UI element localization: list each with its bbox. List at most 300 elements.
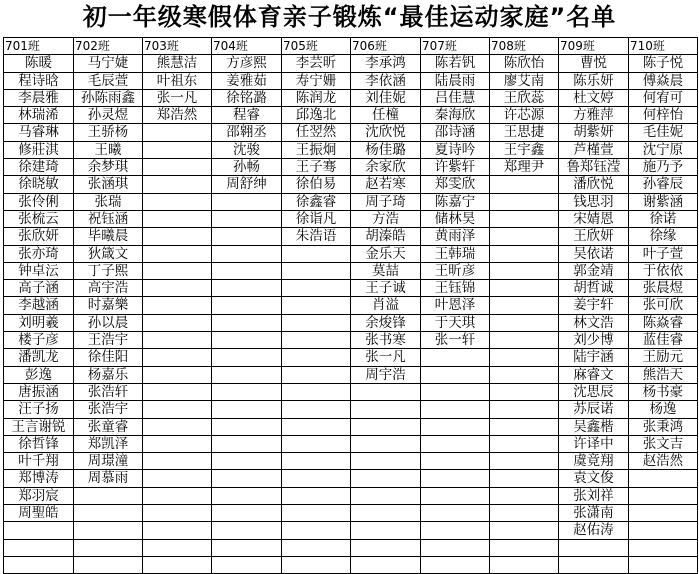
student-name-cell xyxy=(212,522,281,539)
student-name-cell xyxy=(351,453,420,470)
student-name-cell xyxy=(490,367,558,384)
student-name-cell xyxy=(212,349,281,366)
student-name-cell: 方彦熙 xyxy=(212,55,281,72)
student-name-cell: 熊慧洁 xyxy=(143,55,211,72)
student-name-cell: 赵佑涛 xyxy=(559,522,628,539)
student-name-cell: 许紫轩 xyxy=(421,159,489,176)
student-name-cell: 张刘祥 xyxy=(559,488,628,505)
class-header: 707班 xyxy=(421,38,489,55)
student-name-cell xyxy=(143,488,211,505)
student-name-cell xyxy=(143,401,211,418)
class-header: 704班 xyxy=(212,38,281,55)
class-header: 703班 xyxy=(143,38,211,55)
student-name-cell: 张欣妍 xyxy=(4,228,73,245)
student-name-cell xyxy=(212,246,281,263)
student-name-cell xyxy=(282,488,350,505)
student-name-cell: 王欣妍 xyxy=(559,228,628,245)
student-name-cell: 胡哲诚 xyxy=(559,280,628,297)
student-name-cell: 张秉鸿 xyxy=(629,419,697,436)
roster-table xyxy=(3,37,698,574)
student-name-cell: 陈润龙 xyxy=(282,90,350,107)
student-name-cell xyxy=(351,488,420,505)
student-name-cell xyxy=(629,470,697,487)
student-name-cell: 高宇浩 xyxy=(74,280,142,297)
student-name-cell: 楼子彦 xyxy=(4,332,73,349)
student-name-cell: 徐鑫睿 xyxy=(282,194,350,211)
student-name-cell xyxy=(143,124,211,141)
student-name-cell: 廖艾南 xyxy=(490,73,558,90)
student-name-cell: 陈暖 xyxy=(4,55,73,72)
student-name-cell: 陈乐妍 xyxy=(559,73,628,90)
student-name-cell: 钱思羽 xyxy=(559,194,628,211)
student-name-cell xyxy=(74,505,142,522)
student-name-cell xyxy=(421,436,489,453)
student-name-cell xyxy=(143,419,211,436)
student-name-cell: 张可欣 xyxy=(629,297,697,314)
student-name-cell xyxy=(212,419,281,436)
student-name-cell: 王骄杨 xyxy=(74,124,142,141)
student-name-cell xyxy=(629,557,697,574)
student-name-cell: 叶祖东 xyxy=(143,73,211,90)
student-name-cell: 何梓怡 xyxy=(629,107,697,124)
student-name-cell xyxy=(421,401,489,418)
student-name-cell: 任橦 xyxy=(351,107,420,124)
student-name-cell xyxy=(421,540,489,557)
student-name-cell xyxy=(282,315,350,332)
student-name-cell: 杨逸 xyxy=(629,401,697,418)
student-name-cell xyxy=(282,384,350,401)
student-name-cell: 王言谢锐 xyxy=(4,419,73,436)
student-name-cell xyxy=(74,522,142,539)
student-name-cell: 姜宇轩 xyxy=(559,297,628,314)
student-name-cell xyxy=(629,505,697,522)
student-name-cell xyxy=(212,488,281,505)
student-name-cell: 狄箴文 xyxy=(74,246,142,263)
student-name-cell xyxy=(143,194,211,211)
student-name-cell: 徐佳阳 xyxy=(74,349,142,366)
student-name-cell: 孙陈雨鑫 xyxy=(74,90,142,107)
student-name-cell xyxy=(212,367,281,384)
student-name-cell xyxy=(629,540,697,557)
student-name-cell xyxy=(351,401,420,418)
student-name-cell xyxy=(490,332,558,349)
student-name-cell xyxy=(282,297,350,314)
student-name-cell xyxy=(143,176,211,193)
student-name-cell: 王钰锦 xyxy=(421,280,489,297)
student-name-cell: 于天琪 xyxy=(421,315,489,332)
student-name-cell: 张童睿 xyxy=(74,419,142,436)
student-name-cell: 王励元 xyxy=(629,349,697,366)
student-name-cell xyxy=(282,349,350,366)
class-column xyxy=(629,38,698,574)
student-name-cell: 王浩宇 xyxy=(74,332,142,349)
student-name-cell: 虞竟翔 xyxy=(559,453,628,470)
student-name-cell: 鲁郑钰滢 xyxy=(559,159,628,176)
student-name-cell xyxy=(351,505,420,522)
class-header: 705班 xyxy=(282,38,350,55)
student-name-cell: 王振炯 xyxy=(282,142,350,159)
student-name-cell: 黄雨泽 xyxy=(421,228,489,245)
student-name-cell: 吴鑫楷 xyxy=(559,419,628,436)
student-name-cell xyxy=(421,384,489,401)
student-name-cell: 王欣蕊 xyxy=(490,90,558,107)
student-name-cell: 程睿 xyxy=(212,107,281,124)
student-name-cell xyxy=(282,540,350,557)
student-name-cell: 芦槿萱 xyxy=(559,142,628,159)
student-name-cell: 潘凯龙 xyxy=(4,349,73,366)
student-name-cell: 周慕雨 xyxy=(74,470,142,487)
student-name-cell xyxy=(421,349,489,366)
class-header: 708班 xyxy=(490,38,558,55)
student-name-cell xyxy=(490,419,558,436)
student-name-cell: 陆宇涵 xyxy=(559,349,628,366)
student-name-cell: 周璟潼 xyxy=(74,453,142,470)
student-name-cell: 秦海欣 xyxy=(421,107,489,124)
student-name-cell xyxy=(490,522,558,539)
student-name-cell: 夏诗吟 xyxy=(421,142,489,159)
student-name-cell xyxy=(282,332,350,349)
student-name-cell: 杨佳璐 xyxy=(351,142,420,159)
student-name-cell: 孙睿辰 xyxy=(629,176,697,193)
student-name-cell: 王宇鑫 xyxy=(490,142,558,159)
student-name-cell xyxy=(490,349,558,366)
student-name-cell: 曹悦 xyxy=(559,55,628,72)
class-column xyxy=(4,38,74,574)
student-name-cell xyxy=(212,332,281,349)
student-name-cell xyxy=(282,505,350,522)
student-name-cell: 姜雅茹 xyxy=(212,73,281,90)
student-name-cell: 沈骏 xyxy=(212,142,281,159)
student-name-cell: 徐缘 xyxy=(629,228,697,245)
student-name-cell: 徐哲锋 xyxy=(4,436,73,453)
student-name-cell: 陈欣怡 xyxy=(490,55,558,72)
student-name-cell xyxy=(490,228,558,245)
student-name-cell: 李晨雅 xyxy=(4,90,73,107)
student-name-cell xyxy=(351,540,420,557)
student-name-cell: 施乃予 xyxy=(629,159,697,176)
student-name-cell xyxy=(421,557,489,574)
student-name-cell xyxy=(212,263,281,280)
class-column xyxy=(74,38,143,574)
student-name-cell: 徐诣凡 xyxy=(282,211,350,228)
student-name-cell: 张涵琪 xyxy=(74,176,142,193)
class-header: 701班 xyxy=(4,38,73,55)
student-name-cell: 张一凡 xyxy=(351,349,420,366)
student-name-cell xyxy=(421,453,489,470)
student-name-cell xyxy=(143,436,211,453)
student-name-cell: 何宥可 xyxy=(629,90,697,107)
student-name-cell xyxy=(212,540,281,557)
student-name-cell xyxy=(351,384,420,401)
student-name-cell: 陈子悦 xyxy=(629,55,697,72)
student-name-cell xyxy=(74,557,142,574)
student-name-cell: 徐伯易 xyxy=(282,176,350,193)
student-name-cell: 张浩宇 xyxy=(74,401,142,418)
student-name-cell: 郭金靖 xyxy=(559,263,628,280)
student-name-cell: 叶千翔 xyxy=(4,453,73,470)
student-name-cell xyxy=(629,488,697,505)
student-name-cell xyxy=(212,194,281,211)
student-name-cell: 钟卓沄 xyxy=(4,263,73,280)
student-name-cell: 孙畅 xyxy=(212,159,281,176)
student-name-cell: 杨嘉乐 xyxy=(74,367,142,384)
student-name-cell xyxy=(143,522,211,539)
student-name-cell xyxy=(490,194,558,211)
student-name-cell xyxy=(351,436,420,453)
student-name-cell xyxy=(4,557,73,574)
student-name-cell: 张梳云 xyxy=(4,211,73,228)
student-name-cell: 杜文婷 xyxy=(559,90,628,107)
student-name-cell: 刘佳妮 xyxy=(351,90,420,107)
student-name-cell: 王思捷 xyxy=(490,124,558,141)
student-name-cell xyxy=(282,419,350,436)
student-name-cell: 吴依诺 xyxy=(559,246,628,263)
student-name-cell: 赵浩然 xyxy=(629,453,697,470)
student-name-cell xyxy=(490,505,558,522)
student-name-cell xyxy=(490,453,558,470)
student-name-cell: 寿宁姗 xyxy=(282,73,350,90)
student-name-cell: 王子骞 xyxy=(282,159,350,176)
student-name-cell: 沈宁原 xyxy=(629,142,697,159)
student-name-cell xyxy=(143,453,211,470)
student-name-cell xyxy=(629,522,697,539)
student-name-cell: 张文吉 xyxy=(629,436,697,453)
student-name-cell: 胡紫妍 xyxy=(559,124,628,141)
student-name-cell xyxy=(351,470,420,487)
student-name-cell: 刘明羲 xyxy=(4,315,73,332)
student-name-cell: 方雅萍 xyxy=(559,107,628,124)
student-name-cell: 张潇南 xyxy=(559,505,628,522)
student-name-cell xyxy=(212,470,281,487)
student-name-cell xyxy=(143,280,211,297)
student-name-cell: 李承鸿 xyxy=(351,55,420,72)
student-name-cell: 沈欣悦 xyxy=(351,124,420,141)
student-name-cell xyxy=(559,557,628,574)
class-column xyxy=(490,38,559,574)
student-name-cell xyxy=(351,419,420,436)
student-name-cell xyxy=(282,367,350,384)
student-name-cell: 方浩 xyxy=(351,211,420,228)
student-name-cell: 祝钰涵 xyxy=(74,211,142,228)
student-name-cell xyxy=(212,436,281,453)
student-name-cell: 唐振涵 xyxy=(4,384,73,401)
student-name-cell xyxy=(490,280,558,297)
student-name-cell: 周宇浩 xyxy=(351,367,420,384)
student-name-cell xyxy=(351,522,420,539)
student-name-cell xyxy=(143,159,211,176)
student-name-cell: 林文浩 xyxy=(559,315,628,332)
student-name-cell: 彭逸 xyxy=(4,367,73,384)
student-name-cell: 邵诗涵 xyxy=(421,124,489,141)
class-column xyxy=(421,38,490,574)
student-name-cell: 于依依 xyxy=(629,263,697,280)
student-name-cell xyxy=(143,263,211,280)
student-name-cell: 孙灵煜 xyxy=(74,107,142,124)
class-header: 710班 xyxy=(629,38,697,55)
student-name-cell: 修莊淇 xyxy=(4,142,73,159)
student-name-cell xyxy=(143,315,211,332)
student-name-cell: 胡溱皓 xyxy=(351,228,420,245)
student-name-cell: 郑雯欣 xyxy=(421,176,489,193)
student-name-cell xyxy=(143,470,211,487)
student-name-cell xyxy=(282,436,350,453)
student-name-cell: 陈嘉宁 xyxy=(421,194,489,211)
student-name-cell: 叶恩泽 xyxy=(421,297,489,314)
page-title: 初一年级寒假体育亲子锻炼“最佳运动家庭”名单 xyxy=(82,3,617,31)
student-name-cell: 毕曦晨 xyxy=(74,228,142,245)
student-name-cell: 莫喆 xyxy=(351,263,420,280)
student-name-cell: 张一轩 xyxy=(421,332,489,349)
student-name-cell: 袁文俊 xyxy=(559,470,628,487)
student-name-cell xyxy=(212,557,281,574)
student-name-cell: 邵翱丞 xyxy=(212,124,281,141)
student-name-cell xyxy=(212,401,281,418)
student-name-cell: 朱浩语 xyxy=(282,228,350,245)
class-column xyxy=(212,38,282,574)
student-name-cell: 郑浩然 xyxy=(143,107,211,124)
class-header: 709班 xyxy=(559,38,628,55)
student-name-cell xyxy=(143,349,211,366)
student-name-cell: 毛佳妮 xyxy=(629,124,697,141)
student-name-cell xyxy=(212,297,281,314)
student-name-cell: 许芯源 xyxy=(490,107,558,124)
student-name-cell: 高子涵 xyxy=(4,280,73,297)
student-name-cell: 傅焱晨 xyxy=(629,73,697,90)
student-name-cell: 陆晨雨 xyxy=(421,73,489,90)
student-name-cell: 时嘉樂 xyxy=(74,297,142,314)
student-name-cell xyxy=(421,505,489,522)
student-name-cell: 吕佳慧 xyxy=(421,90,489,107)
class-header: 702班 xyxy=(74,38,142,55)
student-name-cell: 孙以晨 xyxy=(74,315,142,332)
student-name-cell xyxy=(212,228,281,245)
student-name-cell: 周子琦 xyxy=(351,194,420,211)
class-column xyxy=(351,38,421,574)
student-name-cell: 王曦 xyxy=(74,142,142,159)
student-name-cell: 汪子扬 xyxy=(4,401,73,418)
student-name-cell: 张亦琦 xyxy=(4,246,73,263)
student-name-cell xyxy=(282,522,350,539)
student-name-cell: 王韩瑞 xyxy=(421,246,489,263)
student-name-cell: 徐建琦 xyxy=(4,159,73,176)
student-name-cell: 储林昊 xyxy=(421,211,489,228)
student-name-cell: 周聖皓 xyxy=(4,505,73,522)
student-name-cell xyxy=(490,470,558,487)
student-name-cell: 徐诺 xyxy=(629,211,697,228)
student-name-cell xyxy=(490,384,558,401)
student-name-cell: 郑羽宸 xyxy=(4,488,73,505)
student-name-cell xyxy=(421,419,489,436)
student-name-cell xyxy=(282,453,350,470)
student-name-cell: 马宁婕 xyxy=(74,55,142,72)
student-name-cell: 郑凯泽 xyxy=(74,436,142,453)
student-name-cell xyxy=(490,211,558,228)
student-name-cell: 熊浩天 xyxy=(629,367,697,384)
student-name-cell: 王昕彦 xyxy=(421,263,489,280)
student-name-cell xyxy=(143,540,211,557)
student-name-cell: 邱逸北 xyxy=(282,107,350,124)
student-name-cell xyxy=(490,315,558,332)
student-name-cell: 张浩轩 xyxy=(74,384,142,401)
student-name-cell: 苏辰诺 xyxy=(559,401,628,418)
student-name-cell: 李依涵 xyxy=(351,73,420,90)
student-name-cell: 张一凡 xyxy=(143,90,211,107)
class-column xyxy=(282,38,351,574)
student-name-cell xyxy=(421,470,489,487)
student-name-cell: 麻睿文 xyxy=(559,367,628,384)
student-name-cell xyxy=(143,297,211,314)
student-name-cell: 陈焱睿 xyxy=(629,315,697,332)
student-name-cell: 叶子萱 xyxy=(629,246,697,263)
student-name-cell xyxy=(212,211,281,228)
student-name-cell xyxy=(282,263,350,280)
student-name-cell xyxy=(4,540,73,557)
student-name-cell xyxy=(490,176,558,193)
student-name-cell: 周舒绅 xyxy=(212,176,281,193)
student-name-cell xyxy=(282,401,350,418)
student-name-cell xyxy=(490,557,558,574)
student-name-cell xyxy=(212,315,281,332)
student-name-cell xyxy=(490,401,558,418)
student-name-cell xyxy=(282,470,350,487)
student-name-cell: 李芸昕 xyxy=(282,55,350,72)
student-name-cell: 任翌然 xyxy=(282,124,350,141)
student-name-cell: 郑理尹 xyxy=(490,159,558,176)
student-name-cell: 李越涵 xyxy=(4,297,73,314)
student-name-cell xyxy=(143,246,211,263)
student-name-cell: 程诗晗 xyxy=(4,73,73,90)
student-name-cell xyxy=(421,488,489,505)
student-name-cell: 肖溢 xyxy=(351,297,420,314)
student-name-cell xyxy=(490,540,558,557)
student-name-cell: 徐铭潞 xyxy=(212,90,281,107)
student-name-cell: 许译中 xyxy=(559,436,628,453)
student-name-cell xyxy=(212,453,281,470)
student-name-cell: 郑博涛 xyxy=(4,470,73,487)
class-column xyxy=(559,38,629,574)
student-name-cell: 金乐天 xyxy=(351,246,420,263)
class-header: 706班 xyxy=(351,38,420,55)
student-name-cell: 陈若钒 xyxy=(421,55,489,72)
student-name-cell: 林瑞浠 xyxy=(4,107,73,124)
student-name-cell xyxy=(212,280,281,297)
student-name-cell xyxy=(4,522,73,539)
student-name-cell xyxy=(143,228,211,245)
student-name-cell: 余家欣 xyxy=(351,159,420,176)
student-name-cell xyxy=(143,367,211,384)
student-name-cell xyxy=(143,384,211,401)
student-name-cell: 张瑞 xyxy=(74,194,142,211)
student-name-cell: 杨书豪 xyxy=(629,384,697,401)
student-name-cell xyxy=(74,540,142,557)
student-name-cell: 张晨煜 xyxy=(629,280,697,297)
student-name-cell: 王子诚 xyxy=(351,280,420,297)
student-name-cell xyxy=(559,540,628,557)
student-name-cell xyxy=(490,297,558,314)
student-name-cell: 马睿琳 xyxy=(4,124,73,141)
student-name-cell xyxy=(282,246,350,263)
student-name-cell: 潘欣悦 xyxy=(559,176,628,193)
student-name-cell xyxy=(212,384,281,401)
student-name-cell xyxy=(143,332,211,349)
student-name-cell: 蓝佳睿 xyxy=(629,332,697,349)
student-name-cell: 宋婧恩 xyxy=(559,211,628,228)
student-name-cell xyxy=(421,522,489,539)
class-column xyxy=(143,38,212,574)
student-name-cell xyxy=(490,263,558,280)
student-name-cell: 张伶俐 xyxy=(4,194,73,211)
student-name-cell xyxy=(282,280,350,297)
